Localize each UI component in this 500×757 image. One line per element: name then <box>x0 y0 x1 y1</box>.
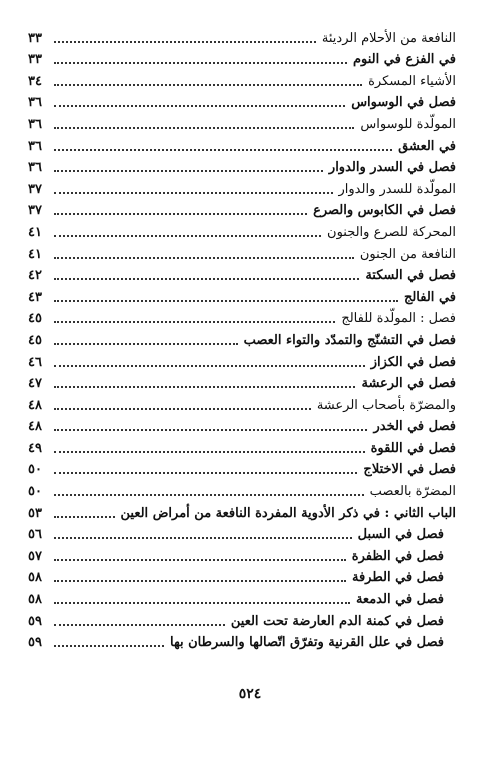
toc-entry-title: فصل في السدر والدوار <box>328 160 456 176</box>
dot-leader <box>54 451 365 453</box>
dot-leader <box>54 257 354 259</box>
dot-leader <box>54 192 333 194</box>
toc-entry <box>28 112 456 134</box>
toc-entry <box>28 393 456 415</box>
toc-entry-page: ٥٨ <box>28 570 42 586</box>
toc-entry <box>28 199 456 221</box>
toc-entry-title: في العشق <box>398 138 456 154</box>
dot-leader <box>54 645 164 647</box>
toc-entry <box>28 587 456 609</box>
toc-entry <box>28 566 456 588</box>
toc-entry-page: ٣٤ <box>28 73 42 89</box>
dot-leader <box>54 62 347 64</box>
toc-entry-title: فصل في الطرفة <box>351 570 444 586</box>
toc-entry <box>28 544 456 566</box>
toc-entry-page: ٤١ <box>28 246 42 262</box>
toc-entry <box>28 177 456 199</box>
toc-entry-title: المحركة للصرع والجنون <box>327 224 456 240</box>
dot-leader <box>54 105 345 107</box>
toc-entry-page: ٥٠ <box>28 462 42 478</box>
toc-entry-page: ٣٦ <box>28 138 42 154</box>
toc-entry-page: ٤٨ <box>28 397 42 413</box>
toc-entry <box>28 328 456 350</box>
toc-entry-title: في الفالج <box>403 289 456 305</box>
toc-entry-page: ٤١ <box>28 224 42 240</box>
toc-entry-title: فصل في اللقوة <box>370 440 456 456</box>
toc-entry-title: فصل في الرعشة <box>361 376 456 392</box>
toc-entry-page: ٤٩ <box>28 440 42 456</box>
toc-entry-title: المولّدة للوسواس <box>360 116 456 132</box>
toc-entry-title: فصل في التشنّج والتمدّد والتواء العصب <box>243 332 456 348</box>
toc-entry <box>28 631 456 653</box>
toc-entry-title: فصل في السكتة <box>365 268 456 284</box>
toc-entry <box>28 307 456 329</box>
toc-entry <box>28 458 456 480</box>
toc-entry <box>28 91 456 113</box>
dot-leader <box>54 537 352 539</box>
toc-entry-page: ٥٦ <box>28 527 42 543</box>
dot-leader <box>54 494 364 496</box>
toc-entry <box>28 501 456 523</box>
dot-leader <box>54 41 316 43</box>
toc-entry <box>28 285 456 307</box>
toc-entry <box>28 242 456 264</box>
toc-entry-title: فصل في الكزاز <box>370 354 456 370</box>
toc-entry-title: فصل في الدمعة <box>355 592 444 608</box>
dot-leader <box>54 429 367 431</box>
dot-leader <box>54 559 346 561</box>
toc-entry-page: ٤٧ <box>28 376 42 392</box>
toc-entry-title: الأشياء المسكرة <box>368 73 456 89</box>
dot-leader <box>54 472 357 474</box>
toc-entry-page: ٤٣ <box>28 289 42 305</box>
toc-entry-page: ٥٧ <box>28 548 42 564</box>
toc-entry <box>28 48 456 70</box>
toc-entry <box>28 69 456 91</box>
dot-leader <box>54 278 359 280</box>
dot-leader <box>54 624 225 626</box>
toc-entry-title: والمضرّة بأصحاب الرعشة <box>316 397 456 413</box>
toc-entry-page: ٣٦ <box>28 116 42 132</box>
toc-entry-page: ٣٧ <box>28 203 42 219</box>
toc-entry-page: ٤٦ <box>28 354 42 370</box>
toc-entry-title: فصل في الاختلاج <box>363 462 456 478</box>
toc-entry <box>28 350 456 372</box>
toc-entry <box>28 372 456 394</box>
toc-entry <box>28 479 456 501</box>
toc-entry <box>28 523 456 545</box>
toc-entry <box>28 156 456 178</box>
toc-entry-page: ٣٣ <box>28 52 42 68</box>
toc-entry-page: ٥٨ <box>28 592 42 608</box>
toc-entry-title: فصل في السبل <box>357 527 444 543</box>
toc-entry-title: فصل في الخدر <box>373 419 456 435</box>
toc-entry <box>28 609 456 631</box>
page-number: ٥٢٤ <box>238 686 262 702</box>
toc-entry <box>28 264 456 286</box>
toc-entry-title: المولّدة للسدر والدوار <box>338 181 456 197</box>
dot-leader <box>54 213 307 215</box>
toc-entry-title: فصل في الكابوس والصرع <box>313 203 456 219</box>
toc-entry-page: ٥٠ <box>28 484 42 500</box>
toc-entry-page: ٥٩ <box>28 613 42 629</box>
dot-leader <box>54 84 362 86</box>
dot-leader <box>54 149 392 151</box>
toc-entry-title: فصل : المولّدة للفالج <box>341 311 456 327</box>
toc-entry-page: ٣٦ <box>28 160 42 176</box>
toc-entry-title: الباب الثاني : في ذكر الأدوية المفردة النافعة من أمراض العين <box>120 505 456 521</box>
toc-entry-title: فصل في الوسواس <box>351 95 456 111</box>
toc-entry-page: ٣٣ <box>28 30 42 46</box>
dot-leader <box>54 408 311 410</box>
toc-entry-page: ٤٥ <box>28 311 42 327</box>
toc-entry <box>28 415 456 437</box>
dot-leader <box>54 365 365 367</box>
toc-entry-title: فصل في علل القرنية وتفرّق اتّصالها والسرطان بها <box>170 635 444 651</box>
dot-leader <box>54 127 354 129</box>
dot-leader <box>54 580 346 582</box>
dot-leader <box>54 235 321 237</box>
toc-entry <box>28 26 456 48</box>
dot-leader <box>54 300 398 302</box>
toc-entry <box>28 134 456 156</box>
toc-entry-title: النافعة من الجنون <box>359 246 456 262</box>
toc-entry-page: ٥٩ <box>28 635 42 651</box>
toc-entry-title: فصل في الظفرة <box>351 548 444 564</box>
dot-leader <box>54 602 350 604</box>
toc-entry <box>28 436 456 458</box>
toc-entry-page: ٤٢ <box>28 268 42 284</box>
toc-entry-page: ٤٨ <box>28 419 42 435</box>
dot-leader <box>54 343 238 345</box>
dot-leader <box>54 516 115 518</box>
toc-entry <box>28 220 456 242</box>
toc-entry-page: ٤٥ <box>28 332 42 348</box>
toc-entry-page: ٥٣ <box>28 505 42 521</box>
toc-entry-title: فصل في كمنة الدم العارضة تحت العين <box>230 613 444 629</box>
dot-leader <box>54 170 323 172</box>
toc-entry-title: النافعة من الأحلام الرديئة <box>321 30 456 46</box>
dot-leader <box>54 386 355 388</box>
toc-entry-page: ٣٦ <box>28 95 42 111</box>
dot-leader <box>54 321 335 323</box>
table-of-contents <box>28 26 456 652</box>
toc-entry-page: ٣٧ <box>28 181 42 197</box>
toc-entry-title: في الفزع في النوم <box>352 52 456 68</box>
toc-entry-title: المضرّة بالعصب <box>369 484 456 500</box>
